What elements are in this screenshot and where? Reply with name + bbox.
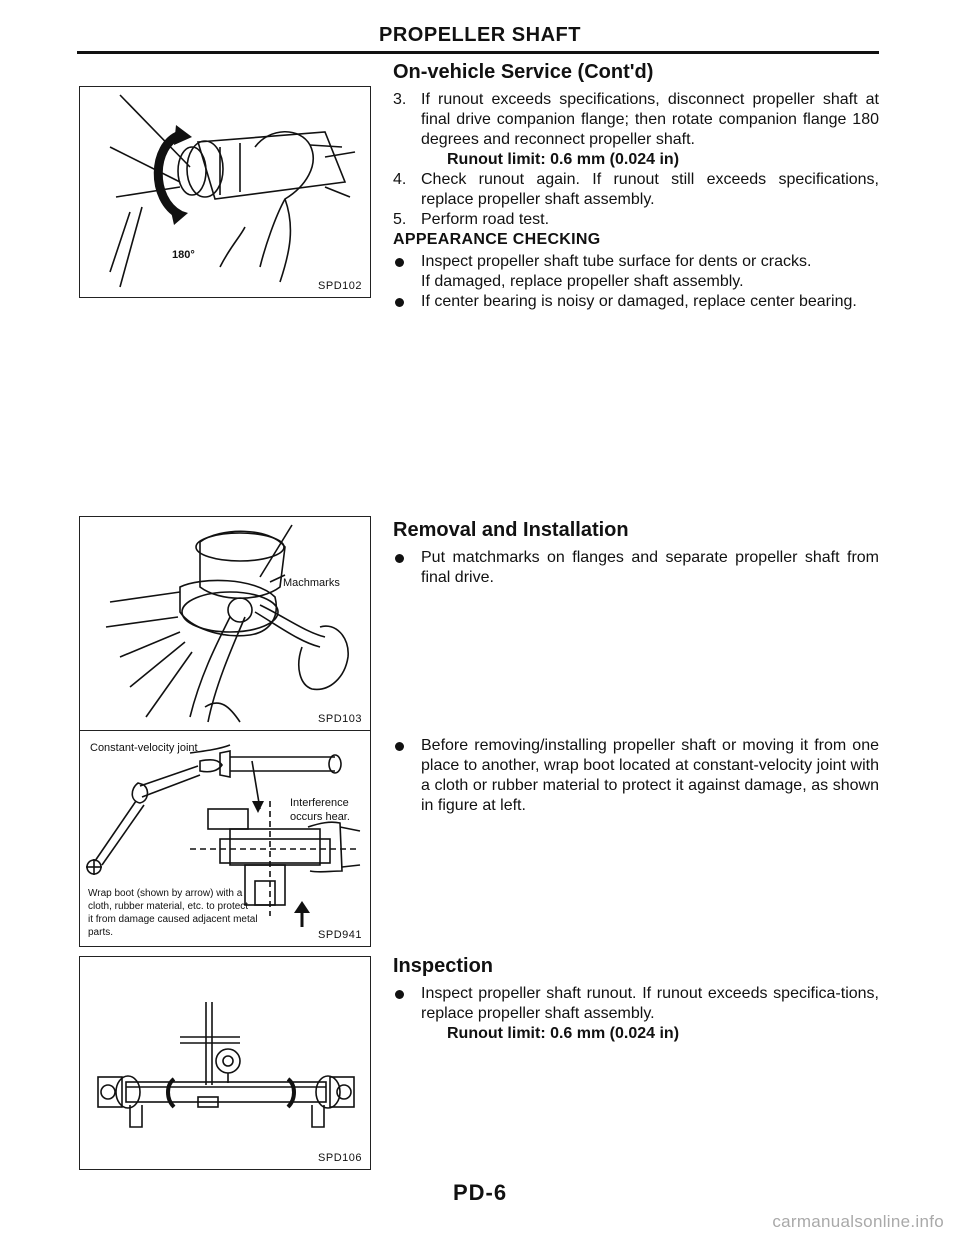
step-5	[393, 210, 879, 230]
figure-id: SPD106	[318, 1152, 362, 1164]
step-4	[393, 170, 879, 210]
step-3	[393, 90, 879, 150]
cv-joint-label: Constant-velocity joint	[90, 742, 198, 754]
figure-id: SPD102	[318, 280, 362, 292]
figure-id: SPD941	[318, 929, 362, 941]
section-title: On-vehicle Service (Cont'd)	[393, 61, 654, 83]
runout-gauge-illustration	[80, 957, 370, 1169]
appearance-bullet-2: If center bearing is noisy or damaged, replace center bearing.	[393, 292, 879, 312]
onvehicle-service-section	[393, 60, 879, 312]
step-text: Check runout again. If runout still exceeds specifications, replace propeller shaft assembly.	[421, 171, 879, 208]
runout-limit-spec: Runout limit: 0.6 mm (0.024 in)	[447, 151, 680, 168]
shaft-rotation-illustration	[80, 87, 370, 297]
inspection-section	[393, 954, 879, 1044]
step-number: 3.	[393, 91, 407, 108]
appearance-bullet-1: Inspect propeller shaft tube surface for dents or cracks.	[393, 252, 879, 272]
interference-label-line1: Interference	[290, 797, 349, 809]
figure-spd941	[79, 730, 371, 947]
wrap-boot-note-line1: Wrap boot (shown by arrow) with a	[88, 888, 243, 899]
appearance-checking-title: APPEARANCE CHECKING	[393, 231, 601, 248]
matchmark-illustration	[80, 517, 370, 730]
figure-spd102	[79, 86, 371, 298]
matchmarks-label: Machmarks	[283, 577, 340, 589]
inspection-bullet-1: Inspect propeller shaft runout. If runout exceeds specifica-tions, replace propeller shaft assembly.	[393, 984, 879, 1024]
removal-bullet-1: Put matchmarks on flanges and separate propeller shaft from final drive.	[393, 548, 879, 588]
section-title: Inspection	[393, 955, 494, 977]
page-number: PD-6	[452, 1180, 508, 1205]
step-text: If runout exceeds specifications, disconnect propeller shaft at final drive companion flange; then rotate companion flange 180 degrees and reconnect propeller shaft.	[421, 91, 879, 148]
wrap-boot-note-line4: parts.	[88, 927, 114, 938]
page-header-title: PROPELLER SHAFT	[379, 24, 581, 46]
figure-id: SPD103	[318, 713, 362, 725]
step-number: 5.	[393, 211, 407, 228]
wrap-boot-note-line2: cloth, rubber material, etc. to protect	[88, 901, 249, 912]
header-rule	[77, 51, 879, 54]
watermark: carmanualsonline.info	[772, 1212, 944, 1231]
interference-label-line2: occurs hear.	[290, 811, 350, 823]
appearance-bullet-1-continued: If damaged, replace propeller shaft assembly.	[421, 273, 744, 290]
removal-bullet-2: Before removing/installing propeller shaft or moving it from one place to another, wrap boot located at constant-velocity joint with a cloth or rubber material to protect it against damage, as shown in figure at left.	[393, 736, 879, 816]
step-text: Perform road test.	[421, 211, 550, 228]
removal-installation-note	[393, 736, 879, 816]
section-title: Removal and Installation	[393, 519, 629, 541]
step-number: 4.	[393, 171, 407, 188]
removal-installation-section	[393, 518, 879, 588]
wrap-boot-note-line3: it from damage caused adjacent metal	[88, 914, 258, 925]
figure-spd103	[79, 516, 371, 731]
rotation-angle-label: 180°	[172, 249, 195, 261]
figure-spd106	[79, 956, 371, 1170]
runout-limit-spec: Runout limit: 0.6 mm (0.024 in)	[447, 1025, 680, 1042]
